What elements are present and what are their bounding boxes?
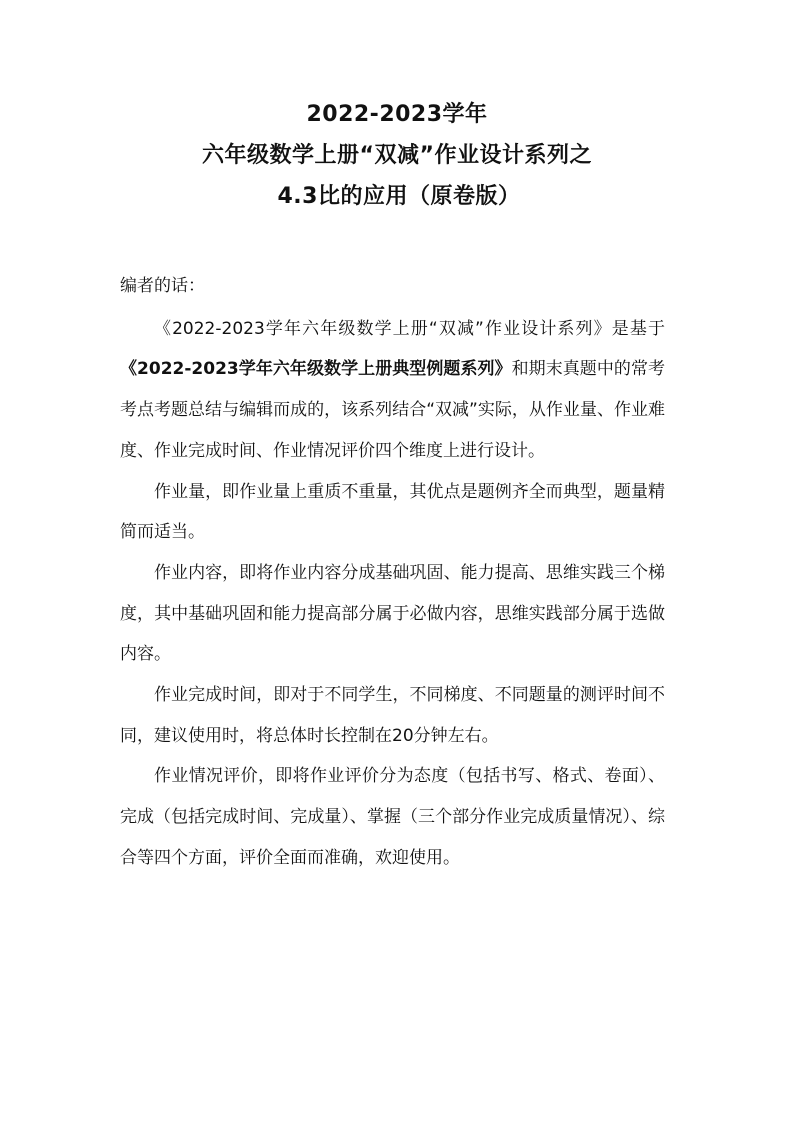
preface-paragraph-1-text-a: 《2022-2023学年六年级数学上册“双减”作业设计系列》是基于 bbox=[154, 318, 665, 339]
preface-paragraph-5: 作业情况评价，即将作业评价分为态度（包括书写、格式、卷面）、完成（包括完成时间、完成量）、掌握（三个部分作业完成质量情况）、综合等四个方面，评价全面而准确，欢迎使用。 bbox=[120, 766, 665, 868]
preface-paragraph-1 bbox=[120, 309, 665, 472]
document-title bbox=[0, 98, 794, 221]
preface-section bbox=[120, 266, 665, 879]
title-line-topic: 4.3比的应用（原卷版） bbox=[277, 184, 521, 209]
preface-paragraph-2: 作业量，即作业量上重质不重量，其优点是题例齐全而典型，题量精简而适当。 bbox=[120, 481, 665, 543]
preface-paragraph-4: 作业完成时间，即对于不同学生，不同梯度、不同题量的测评时间不同，建议使用时，将总体时长控制在20分钟左右。 bbox=[120, 685, 665, 746]
preface-paragraph-3: 作业内容，即将作业内容分成基础巩固、能力提高、思维实践三个梯度，其中基础巩固和能力提高部分属于必做内容，思维实践部分属于选做内容。 bbox=[120, 562, 665, 665]
preface-heading: 编者的话： bbox=[120, 276, 205, 296]
title-line-year: 2022-2023学年 bbox=[306, 102, 488, 127]
title-line-series: 六年级数学上册“双减”作业设计系列之 bbox=[202, 143, 592, 168]
preface-paragraph-1-bold-title: 《2022-2023学年六年级数学上册典型例题系列》 bbox=[120, 359, 512, 380]
preface-paragraph-1-text-b: 和期末真题中的常考考点考题总结与编辑而成的，该系列结合“双减”实际，从作业量、作业难度、作业完成时间、作业情况评价四个维度上进行设计。 bbox=[120, 359, 665, 461]
